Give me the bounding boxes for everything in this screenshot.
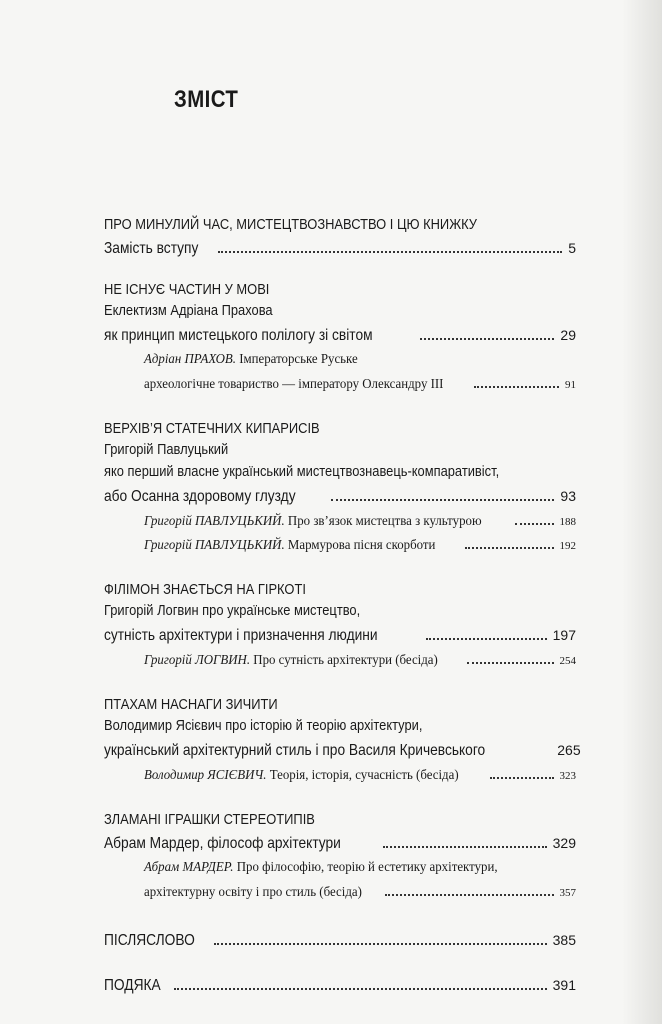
dot-leader bbox=[490, 763, 554, 779]
subentry-author: Абрам МАРДЕР. bbox=[144, 860, 234, 875]
subentries bbox=[144, 509, 576, 557]
subentry-label: Григорій ПАВЛУЦЬКИЙ. Мармурова пісня скорботи bbox=[144, 538, 436, 553]
page-number: 391 bbox=[552, 977, 576, 993]
dot-leader bbox=[515, 509, 554, 525]
toc-section bbox=[104, 927, 576, 949]
toc-entry-label: ПОДЯКА bbox=[104, 977, 161, 994]
dot-leader bbox=[214, 927, 547, 945]
subentry[interactable] bbox=[144, 509, 576, 533]
table-of-contents bbox=[104, 215, 581, 1017]
section-heading: ВЕРХІВ’Я СТАТЕЧНИХ КИПАРИСІВ bbox=[104, 420, 320, 437]
dot-leader bbox=[218, 235, 562, 253]
page-number: 197 bbox=[552, 627, 576, 643]
section-heading: ПРО МИНУЛИЙ ЧАС, МИСТЕЦТВОЗНАВСТВО І ЦЮ КНИЖКУ bbox=[104, 216, 477, 233]
toc-entry[interactable] bbox=[104, 622, 576, 644]
toc-section bbox=[104, 215, 576, 257]
subentry[interactable] bbox=[144, 533, 576, 557]
page-edge-shadow bbox=[622, 0, 662, 1024]
toc-entry-label: сутність архітектури і призначення людини bbox=[104, 627, 378, 644]
subentry-label: архітектурну освіту і про стиль (бесіда) bbox=[144, 885, 362, 900]
toc-entry[interactable] bbox=[104, 235, 576, 257]
toc-entry-label: як принцип мистецького полілогу зі світом bbox=[104, 327, 373, 344]
toc-section bbox=[104, 580, 576, 672]
subentry-author: Григорій ПАВЛУЦЬКИЙ. bbox=[144, 514, 285, 529]
toc-entry[interactable] bbox=[104, 737, 581, 759]
section-subtitle-line bbox=[104, 300, 576, 322]
page-number: 192 bbox=[559, 540, 576, 552]
subentry-first-text: Абрам МАРДЕР. Про філософію, теорію й естетику архітектури, bbox=[144, 860, 498, 875]
toc-entry[interactable] bbox=[104, 927, 576, 949]
page-title: ЗМІСТ bbox=[174, 86, 239, 113]
toc-entry-label: Замість вступу bbox=[104, 240, 199, 257]
subentry[interactable] bbox=[144, 372, 576, 396]
page-number: 93 bbox=[560, 488, 576, 504]
section-subtitle-text: Еклектизм Адріана Прахова bbox=[104, 302, 273, 319]
page-number: 5 bbox=[568, 240, 576, 256]
toc-entry-label: або Осанна здоровому глузду bbox=[104, 488, 296, 505]
section-subtitle-line bbox=[104, 600, 576, 622]
dot-leader bbox=[383, 830, 546, 848]
subentry-first-text: Адріан ПРАХОВ. Імператорське Руське bbox=[144, 352, 358, 367]
toc-section bbox=[104, 280, 576, 396]
toc-section bbox=[104, 972, 576, 994]
subentry-first-line bbox=[144, 348, 576, 372]
section-heading: ЗЛАМАНІ ІГРАШКИ СТЕРЕОТИПІВ bbox=[104, 811, 315, 828]
subentry-label: Володимир ЯСІЄВИЧ. Теорія, історія, сучасність (бесіда) bbox=[144, 768, 459, 783]
page-number: 385 bbox=[552, 932, 576, 948]
subentry-label: Григорій ПАВЛУЦЬКИЙ. Про зв’язок мистецтва з культурою bbox=[144, 514, 482, 529]
subentry-author: Григорій ПАВЛУЦЬКИЙ. bbox=[144, 538, 285, 553]
section-heading: ПТАХАМ НАСНАГИ ЗИЧИТИ bbox=[104, 696, 278, 713]
dot-leader bbox=[331, 483, 555, 501]
subentries bbox=[144, 348, 576, 396]
subentry-first-line bbox=[144, 856, 576, 880]
toc-entry-label: Абрам Мардер, філософ архітектури bbox=[104, 835, 341, 852]
section-subtitle-text: яко перший власне український мистецтвознавець-компаративіст, bbox=[104, 463, 500, 480]
toc-entry[interactable] bbox=[104, 322, 576, 344]
dot-leader bbox=[420, 322, 554, 340]
section-subtitle-text: Григорій Павлуцький bbox=[104, 441, 229, 458]
subentry-author: Григорій ЛОГВИН. bbox=[144, 653, 251, 668]
page-number: 29 bbox=[560, 327, 576, 343]
dot-leader bbox=[385, 880, 554, 896]
subentry-label: Григорій ЛОГВИН. Про сутність архітектури (бесіда) bbox=[144, 653, 438, 668]
section-heading: НЕ ІСНУЄ ЧАСТИН У МОВІ bbox=[104, 281, 270, 298]
toc-entry-label: ПІСЛЯСЛОВО bbox=[104, 932, 195, 949]
subentries bbox=[144, 763, 576, 787]
section-subtitle-text: Володимир Ясієвич про історію й теорію архітектури, bbox=[104, 717, 423, 734]
subentry[interactable] bbox=[144, 648, 576, 672]
subentry-label: археологічне товариство — імператору Олександру ІІІ bbox=[144, 377, 444, 392]
subentry[interactable] bbox=[144, 880, 576, 904]
dot-leader bbox=[467, 648, 553, 664]
dot-leader bbox=[474, 372, 559, 388]
section-heading: ФІЛІМОН ЗНАЄТЬСЯ НА ГІРКОТІ bbox=[104, 581, 306, 598]
dot-leader bbox=[426, 622, 547, 640]
section-subtitle-line bbox=[104, 439, 576, 461]
toc-section bbox=[104, 810, 576, 904]
toc-entry[interactable] bbox=[104, 972, 576, 994]
section-subtitle-text: Григорій Логвин про українське мистецтво, bbox=[104, 602, 361, 619]
page-number: 265 bbox=[557, 742, 581, 758]
subentry-author: Адріан ПРАХОВ. bbox=[144, 352, 236, 367]
page-number: 188 bbox=[559, 516, 576, 528]
page-number: 357 bbox=[559, 887, 576, 899]
subentries bbox=[144, 648, 576, 672]
section-subtitle-line bbox=[104, 715, 576, 737]
subentry[interactable] bbox=[144, 763, 576, 787]
dot-leader bbox=[174, 972, 547, 990]
page-number: 254 bbox=[559, 655, 576, 667]
page-number: 91 bbox=[565, 379, 576, 391]
toc-entry-label: український архітектурний стиль і про Василя Кричевського bbox=[104, 742, 486, 759]
toc-section bbox=[104, 695, 581, 787]
dot-leader bbox=[465, 533, 554, 549]
page-number: 323 bbox=[559, 770, 576, 782]
toc-entry[interactable] bbox=[104, 483, 576, 505]
section-subtitle-line bbox=[104, 461, 576, 483]
toc-section bbox=[104, 419, 576, 557]
subentry-author: Володимир ЯСІЄВИЧ. bbox=[144, 768, 267, 783]
toc-entry[interactable] bbox=[104, 830, 576, 852]
subentries bbox=[144, 856, 576, 904]
page-number: 329 bbox=[552, 835, 576, 851]
